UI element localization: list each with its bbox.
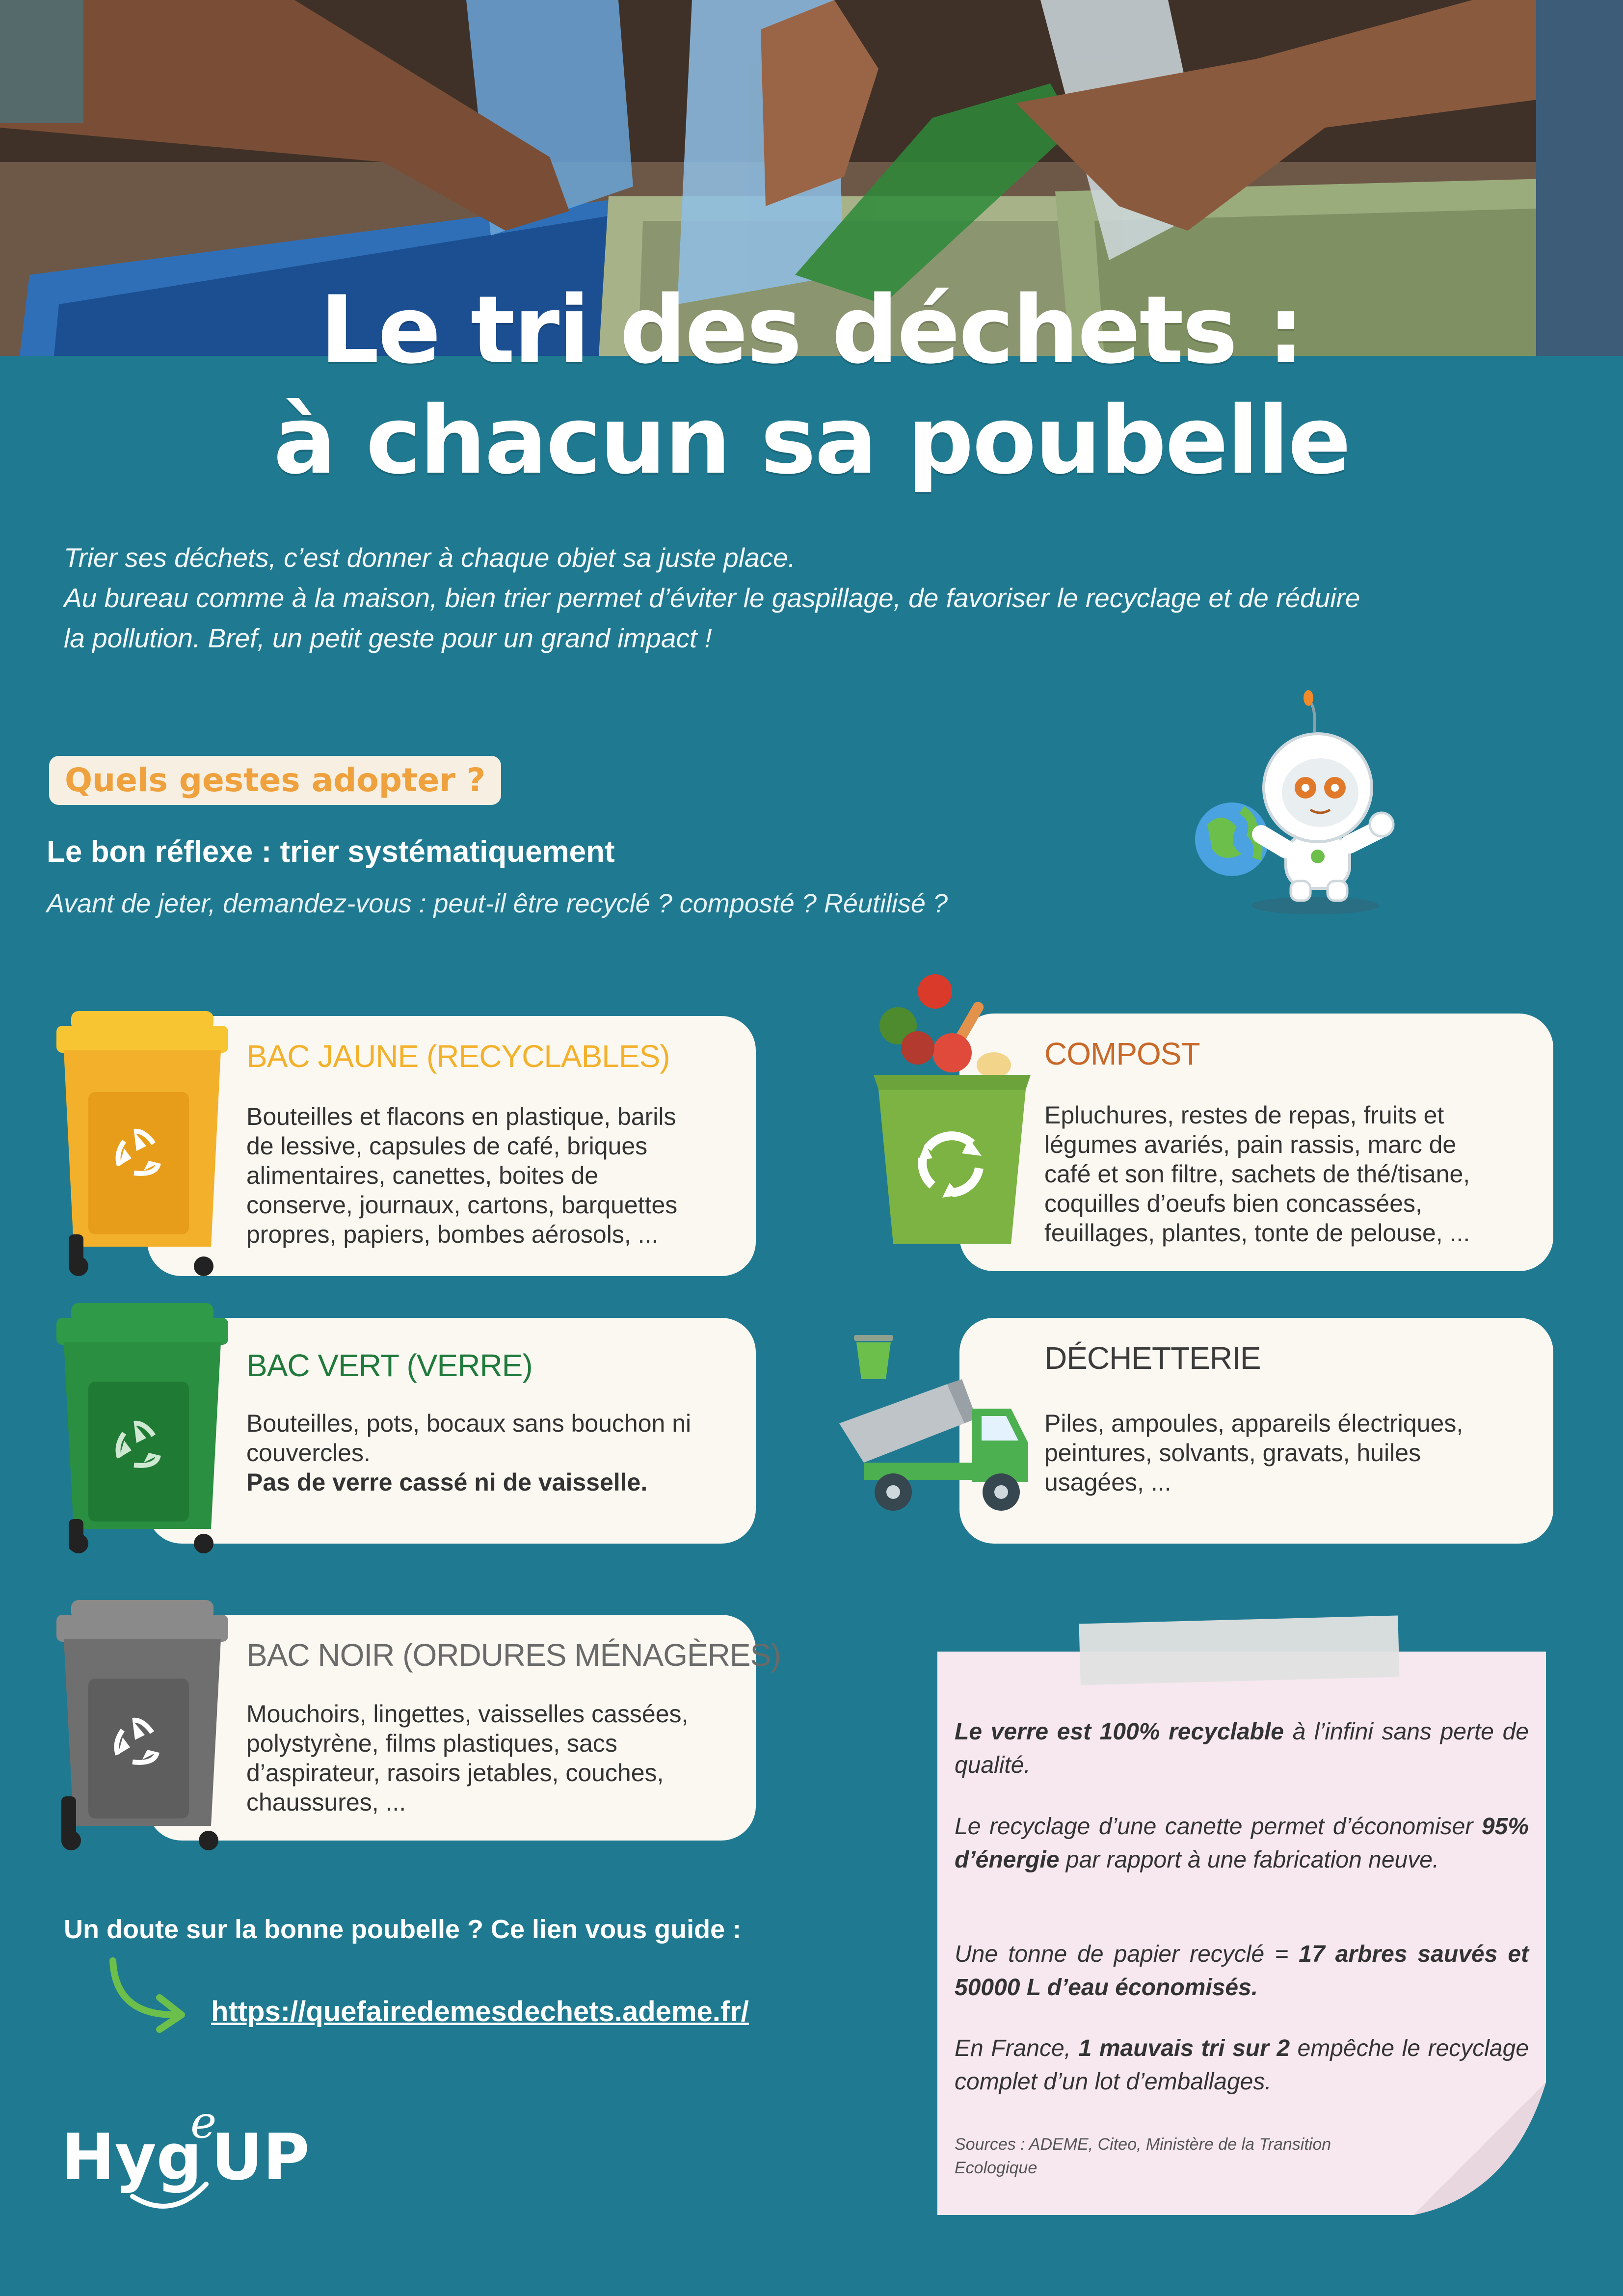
astronaut-mascot-icon (1188, 687, 1404, 918)
poster-title (0, 275, 1623, 496)
card-title: DÉCHETTERIE (1044, 1340, 1261, 1376)
section-tag: Quels gestes adopter ? (49, 756, 501, 805)
note-fact-3: Une tonne de papier recyclé = 17 arbres sauvés et 50000 L d’eau économisés. (955, 1941, 1529, 2001)
section-question: Avant de jeter, demandez-vous : peut-il être recyclé ? composté ? Réutilisé ? (47, 889, 948, 918)
sources-text: Sources : ADEME, Citeo, Ministère de la Transition Ecologique (955, 2135, 1331, 2177)
card-body: Mouchoirs, lingettes, vaisselles cassées, polystyrène, films plastiques, sacs d’aspirateur, rasoirs jetables, couches, chaussures, ... (246, 1700, 689, 1816)
svg-text:e: e (190, 2110, 217, 2148)
note-fact-2: Le recyclage d’une canette permet d’économiser 95% d’énergie par rapport à une fabrication neuve. (955, 1814, 1529, 1873)
svg-text:UP: UP (211, 2120, 310, 2194)
note-fact-4: En France, 1 mauvais tri sur 2 empêche le recyclage complet d’un lot d’emballages. (955, 2035, 1529, 2095)
yellow-bin-icon (52, 1011, 233, 1276)
title-line-1: Le tri des déchets : (319, 276, 1304, 384)
card-title: BAC NOIR (ORDURES MÉNAGÈRES) (246, 1637, 781, 1673)
card-body: Bouteilles et flacons en plastique, barils de lessive, capsules de café, briques alimentaires, canettes, boites de conserve, journaux, cartons, barquettes propres, papiers, bombes aérosols, ... (246, 1103, 678, 1248)
intro-line: Au bureau comme à la maison, bien trier permet d’éviter le gaspillage, de favoriser le recyclage et de réduire (64, 583, 1360, 613)
help-text: Un doute sur la bonne poubelle ? Ce lien vous guide : (64, 1915, 742, 1944)
black-bin-icon (52, 1600, 233, 1850)
tape-decoration (1079, 1616, 1399, 1685)
dump-truck-icon (834, 1335, 1031, 1522)
guide-link[interactable]: https://quefairedemesdechets.ademe.fr/ (211, 1996, 749, 2028)
section-heading: Le bon réflexe : trier systématiquement (47, 835, 615, 869)
note-fact-1: Le verre est 100% recyclable à l’infini sans perte de qualité. (955, 1719, 1529, 1778)
card-title: BAC VERT (VERRE) (246, 1348, 532, 1383)
compost-bin-icon (864, 969, 1040, 1249)
card-body: Epluchures, restes de repas, fruits et légumes avariés, pain rassis, marc de café et son filtre, sachets de thé/tisane, coquilles d’oeufs bien concassées, feuillages, plantes, tonte de pelouse, ... (1044, 1101, 1470, 1247)
card-body: Piles, ampoules, appareils électriques, peintures, solvants, gravats, huiles usagées, ... (1044, 1410, 1463, 1496)
card-body: Bouteilles, pots, bocaux sans bouchon ni couvercles. Pas de verre cassé ni de vaisselle. (246, 1410, 692, 1496)
page-curl-icon (1413, 2082, 1546, 2215)
intro-line: Trier ses déchets, c’est donner à chaque objet sa juste place. (64, 542, 796, 573)
card-title: COMPOST (1044, 1036, 1200, 1071)
title-line-2: à chacun sa poubelle (273, 386, 1350, 495)
card-title: BAC JAUNE (RECYCLABLES) (246, 1039, 670, 1074)
green-bin-icon (52, 1303, 233, 1553)
intro-text (64, 537, 1536, 658)
arrow-icon (106, 1956, 189, 2034)
svg-text:Hyg: Hyg (61, 2120, 202, 2194)
intro-line: la pollution. Bref, un petit geste pour un grand impact ! (64, 623, 712, 653)
hygeup-logo (59, 2110, 314, 2231)
hygeup-logo-mark (59, 2110, 314, 2228)
